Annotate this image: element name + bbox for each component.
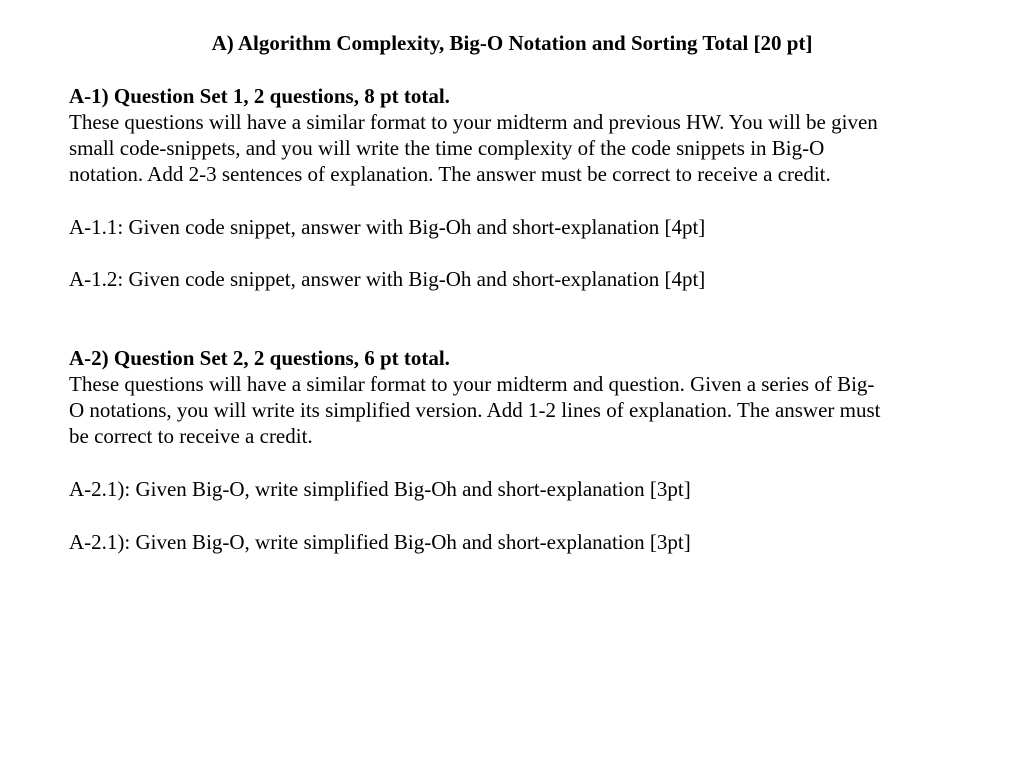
section-a2-paragraph-line-2: O notations, you will write its simplified version. Add 1-2 lines of explanation. The answer must: [69, 398, 881, 422]
question-item-a1-2: A-1.2: Given code snippet, answer with Big-Oh and short-explanation [4pt]: [69, 267, 706, 291]
section-a1-paragraph-line-1: These questions will have a similar format to your midterm and previous HW. You will be given: [69, 110, 878, 134]
question-item-a2-1: A-2.1): Given Big-O, write simplified Big-Oh and short-explanation [3pt]: [69, 477, 691, 501]
section-a1-paragraph-line-3: notation. Add 2-3 sentences of explanation. The answer must be correct to receive a credit.: [69, 162, 831, 186]
question-item-a2-2: A-2.1): Given Big-O, write simplified Big-Oh and short-explanation [3pt]: [69, 530, 691, 554]
section-a2-paragraph-line-1: These questions will have a similar format to your midterm and question. Given a series of Big-: [69, 372, 875, 396]
question-item-a1-1: A-1.1: Given code snippet, answer with Big-Oh and short-explanation [4pt]: [69, 215, 706, 239]
document-title: A) Algorithm Complexity, Big-O Notation and Sorting Total [20 pt]: [211, 31, 813, 55]
section-a1-paragraph-line-2: small code-snippets, and you will write the time complexity of the code snippets in Big-O: [69, 136, 825, 160]
section-heading-a2: A-2) Question Set 2, 2 questions, 6 pt total.: [69, 346, 450, 370]
section-a2-paragraph-line-3: be correct to receive a credit.: [69, 424, 313, 448]
section-heading-a1: A-1) Question Set 1, 2 questions, 8 pt total.: [69, 84, 450, 108]
